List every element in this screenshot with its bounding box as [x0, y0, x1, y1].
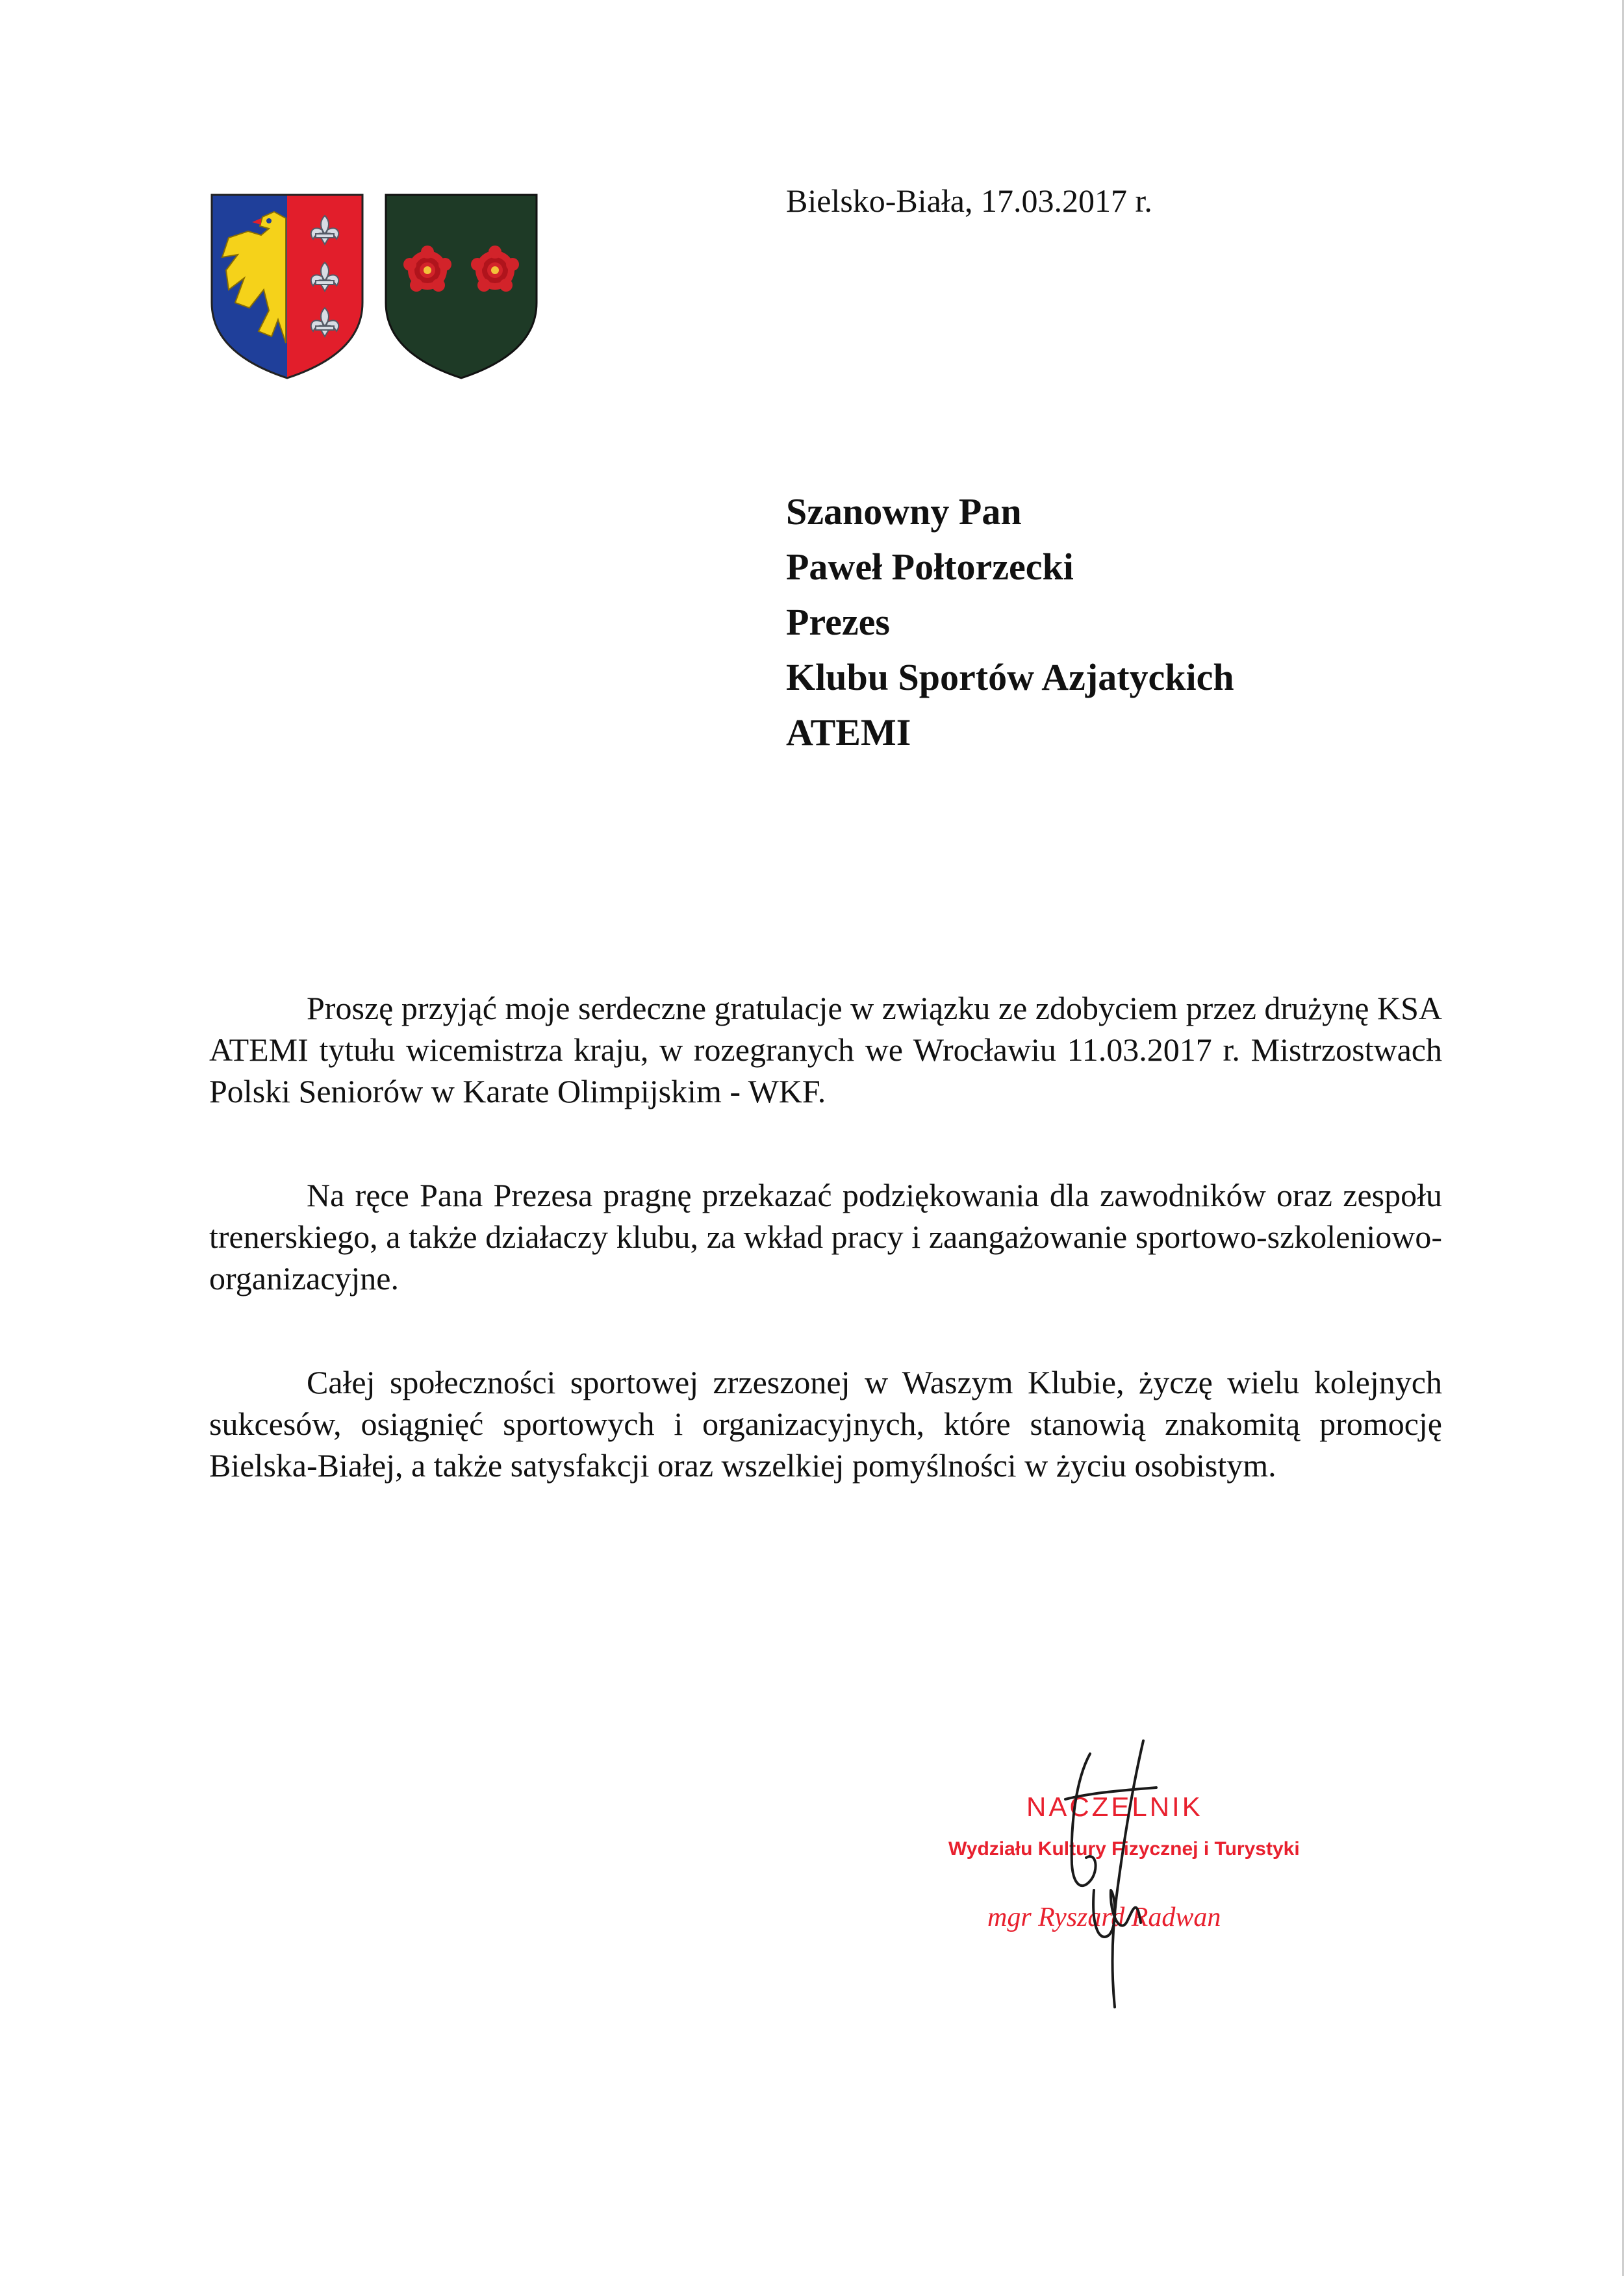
addressee-salutation: Szanowny Pan [786, 490, 1022, 533]
coats-of-arms [209, 192, 547, 381]
coat-of-arms-eagle-icon [209, 192, 365, 381]
letter-body [209, 987, 1442, 1549]
body-paragraph: Na ręce Pana Prezesa pragnę przekazać podziękowania dla zawodników oraz zespołu trenerskiego, a także działaczy klubu, za wkład pracy i zaangażowanie sportowo-szkoleniowo-organizacyjne. [209, 1177, 1442, 1296]
body-paragraph: Całej społeczności sportowej zrzeszonej w Waszym Klubie, życzę wielu kolejnych sukcesów, osiągnięć sportowych i organizacyjnych, które stanowią znakomitą promocję Bielska-Białej, a także satysfakcji oraz wszelkiej pomyślności w życiu osobistym. [209, 1364, 1442, 1484]
addressee-block [786, 484, 1234, 760]
stamp-title: NACZELNIK [1026, 1791, 1203, 1822]
addressee-position: Prezes [786, 601, 890, 643]
stamp-name: mgr Ryszard Radwan [987, 1903, 1221, 1932]
date-line: Bielsko-Biała, 17.03.2017 r. [786, 183, 1152, 219]
handwritten-signature-icon [1013, 1728, 1208, 2020]
body-paragraph: Proszę przyjąć moje serdeczne gratulacje w związku ze zdobyciem przez drużynę KSA ATEMI tytułu wicemistrza kraju, w rozegranych we Wrocławiu 11.03.2017 r. Mistrzostwach Polski Seniorów w Karate Olimpijskim - WKF. [209, 990, 1442, 1109]
coat-of-arms-roses-icon [383, 192, 539, 381]
addressee-name: Paweł Połtorzecki [786, 546, 1074, 588]
addressee-organization: Klubu Sportów Azjatyckich [786, 656, 1234, 698]
stamp-department: Wydziału Kultury Fizycznej i Turystyki [948, 1838, 1300, 1860]
addressee-club-name: ATEMI [786, 711, 911, 753]
